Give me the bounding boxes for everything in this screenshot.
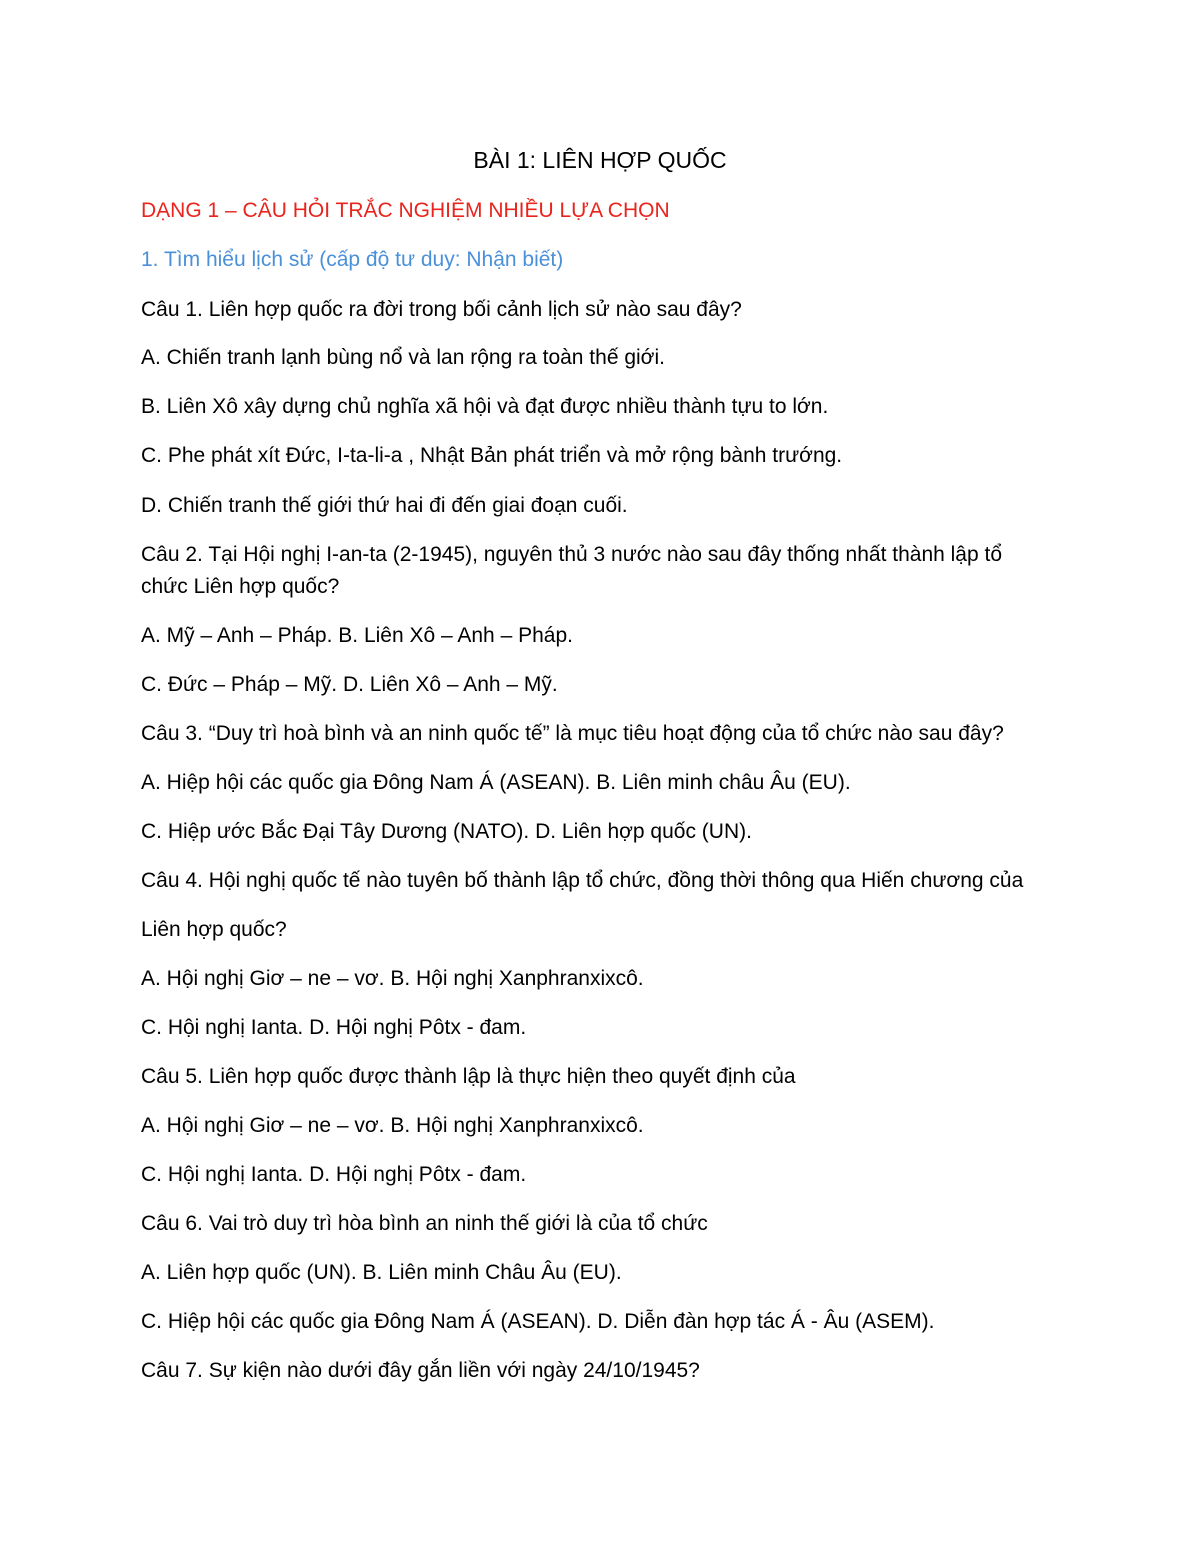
answer-line: A. Hội nghị Giơ – ne – vơ. B. Hội nghị Xanphranxixcô. <box>141 967 644 990</box>
question-line: Câu 3. “Duy trì hoà bình và an ninh quốc tế” là mục tiêu hoạt động của tổ chức nào sau đây? <box>141 722 1004 745</box>
answer-line: C. Phe phát xít Đức, I-ta-li-a , Nhật Bản phát triển và mở rộng bành trướng. <box>141 444 843 467</box>
question-line: Câu 1. Liên hợp quốc ra đời trong bối cảnh lịch sử nào sau đây? <box>141 298 742 321</box>
answer-line: A. Liên hợp quốc (UN). B. Liên minh Châu Âu (EU). <box>141 1261 622 1284</box>
question-line: Câu 2. Tại Hội nghị I-an-ta (2-1945), nguyên thủ 3 nước nào sau đây thống nhất thành lập tổ <box>141 543 1003 566</box>
question-line: Câu 4. Hội nghị quốc tế nào tuyên bố thành lập tổ chức, đồng thời thông qua Hiến chương của <box>141 869 1024 892</box>
answer-line: D. Chiến tranh thế giới thứ hai đi đến giai đoạn cuối. <box>141 494 628 517</box>
subsection-heading: 1. Tìm hiểu lịch sử (cấp độ tư duy: Nhận biết) <box>141 248 564 271</box>
document-title: BÀI 1: LIÊN HỢP QUỐC <box>473 147 727 173</box>
question-line: Câu 7. Sự kiện nào dưới đây gắn liền với ngày 24/10/1945? <box>141 1359 700 1382</box>
question-line-continued: Liên hợp quốc? <box>141 918 287 941</box>
answer-line: B. Liên Xô xây dựng chủ nghĩa xã hội và đạt được nhiều thành tựu to lớn. <box>141 395 829 418</box>
answer-line: A. Chiến tranh lạnh bùng nổ và lan rộng ra toàn thế giới. <box>141 346 665 369</box>
answer-line: A. Hội nghị Giơ – ne – vơ. B. Hội nghị Xanphranxixcô. <box>141 1114 644 1137</box>
answer-line: C. Đức – Pháp – Mỹ. D. Liên Xô – Anh – Mỹ. <box>141 673 558 696</box>
answer-line: C. Hội nghị Ianta. D. Hội nghị Pôtx - đam. <box>141 1163 527 1186</box>
question-line-continued: chức Liên hợp quốc? <box>141 575 340 598</box>
answer-line: A. Hiệp hội các quốc gia Đông Nam Á (ASEAN). B. Liên minh châu Âu (EU). <box>141 771 851 794</box>
answer-line: C. Hiệp hội các quốc gia Đông Nam Á (ASEAN). D. Diễn đàn hợp tác Á - Âu (ASEM). <box>141 1310 935 1333</box>
section-heading: DẠNG 1 – CÂU HỎI TRẮC NGHIỆM NHIỀU LỰA CHỌN <box>141 199 670 222</box>
question-line: Câu 5. Liên hợp quốc được thành lập là thực hiện theo quyết định của <box>141 1065 796 1088</box>
question-line: Câu 6. Vai trò duy trì hòa bình an ninh thế giới là của tổ chức <box>141 1212 708 1235</box>
answer-line: C. Hội nghị Ianta. D. Hội nghị Pôtx - đam. <box>141 1016 527 1039</box>
answer-line: C. Hiệp ước Bắc Đại Tây Dương (NATO). D. Liên hợp quốc (UN). <box>141 820 752 843</box>
answer-line: A. Mỹ – Anh – Pháp. B. Liên Xô – Anh – Pháp. <box>141 624 573 647</box>
